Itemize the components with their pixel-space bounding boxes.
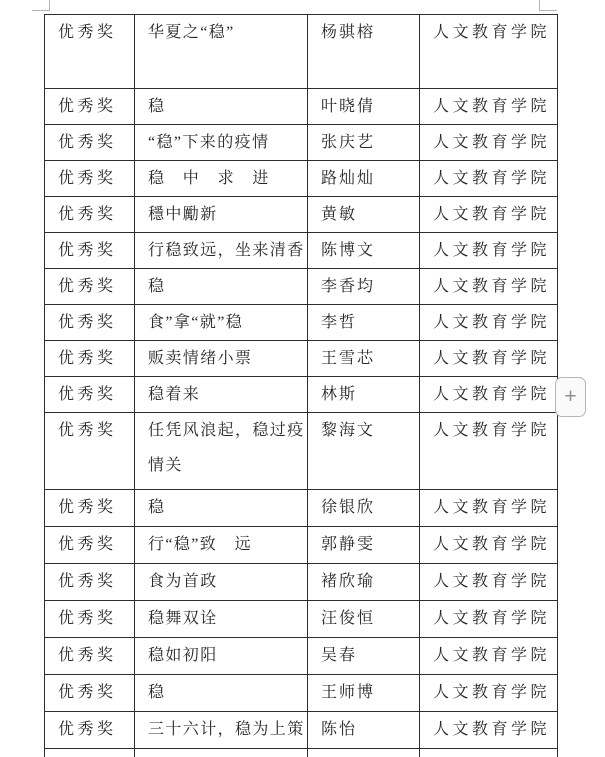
award-cell: 优秀奖 [45,601,135,638]
college-cell: 人文教育学院 [420,564,558,601]
table-row [45,269,558,305]
name-cell: 汪俊恒 [308,601,420,638]
name-cell: 吴春 [308,638,420,675]
award-cell: 优秀奖 [45,15,135,89]
name-cell: 李哲 [308,305,420,341]
award-cell: 优秀奖 [45,305,135,341]
table-row [45,233,558,269]
page-corner-mark-top-left [32,10,50,11]
college-cell: 人文教育学院 [420,89,558,125]
table-row [45,89,558,125]
table-row [45,564,558,601]
name-cell: 王师博 [308,675,420,712]
table-row [45,638,558,675]
name-cell: 路灿灿 [308,161,420,197]
college-cell: 人文教育学院 [420,305,558,341]
name-cell: 张庆艺 [308,125,420,161]
awards-table-body [45,15,558,757]
name-cell: 叶晓倩 [308,89,420,125]
award-cell: 优秀奖 [45,269,135,305]
name-cell: 林斯 [308,377,420,413]
name-cell: 褚欣瑜 [308,564,420,601]
award-cell: 优秀奖 [45,413,135,490]
award-cell: 优秀奖 [45,527,135,564]
college-cell: 人文教育学院 [420,161,558,197]
table-row [45,197,558,233]
title-cell: 稳 [135,675,308,712]
college-cell: 人文教育学院 [420,233,558,269]
table-row [45,15,558,89]
award-cell: 优秀奖 [45,377,135,413]
name-cell: 郭静雯 [308,527,420,564]
title-cell: “稳”下来的疫情 [135,125,308,161]
table-row [45,341,558,377]
name-cell: 黄敏 [308,197,420,233]
title-cell: 稳 [135,89,308,125]
college-cell: 人文教育学院 [420,490,558,527]
award-cell: 优秀奖 [45,638,135,675]
title-cell: 稳舞双诠 [135,601,308,638]
award-cell [45,749,135,757]
table-row [45,161,558,197]
name-cell: 李香均 [308,269,420,305]
title-cell: 稳如初阳 [135,638,308,675]
college-cell: 人文教育学院 [420,601,558,638]
award-cell: 优秀奖 [45,233,135,269]
award-cell: 优秀奖 [45,712,135,749]
college-cell: 人文教育学院 [420,15,558,89]
title-cell: 行“稳”致 远 [135,527,308,564]
name-cell: 杨骐榕 [308,15,420,89]
college-cell: 人文教育学院 [420,527,558,564]
college-cell: 人文教育学院 [420,341,558,377]
title-cell: 任凭风浪起，稳过疫情关 [135,413,308,490]
title-cell: 稳 [135,269,308,305]
awards-table [44,14,558,757]
page-corner-mark-top-right [539,0,540,10]
table-row [45,527,558,564]
table-row [45,125,558,161]
plus-button[interactable]: + [555,377,586,417]
table-row [45,490,558,527]
award-cell: 优秀奖 [45,125,135,161]
title-cell: 三十六计，稳为上策 [135,712,308,749]
college-cell [420,749,558,757]
title-cell: 稳 [135,490,308,527]
name-cell: 黎海文 [308,413,420,490]
name-cell: 陈怡 [308,712,420,749]
award-cell: 优秀奖 [45,675,135,712]
award-cell: 优秀奖 [45,161,135,197]
award-cell: 优秀奖 [45,89,135,125]
title-cell [135,749,308,757]
page-corner-mark-top-left [49,0,50,10]
title-cell: 穩中勵新 [135,197,308,233]
table-row [45,377,558,413]
award-cell: 优秀奖 [45,341,135,377]
title-cell: 稳 中 求 进 [135,161,308,197]
table-row [45,712,558,749]
table-row [45,413,558,490]
name-cell: 徐银欣 [308,490,420,527]
college-cell: 人文教育学院 [420,712,558,749]
college-cell: 人文教育学院 [420,675,558,712]
name-cell: 陈博文 [308,233,420,269]
table-row [45,601,558,638]
award-cell: 优秀奖 [45,564,135,601]
college-cell: 人文教育学院 [420,413,558,490]
title-cell: 稳着来 [135,377,308,413]
title-cell: 华夏之“稳” [135,15,308,89]
award-cell: 优秀奖 [45,197,135,233]
title-cell: 食为首政 [135,564,308,601]
award-cell: 优秀奖 [45,490,135,527]
college-cell: 人文教育学院 [420,377,558,413]
name-cell: 王雪芯 [308,341,420,377]
table-row [45,305,558,341]
table-row [45,675,558,712]
title-cell: 贩卖情绪小票 [135,341,308,377]
page-corner-mark-top-right [539,10,557,11]
college-cell: 人文教育学院 [420,638,558,675]
table-row [45,749,558,757]
college-cell: 人文教育学院 [420,269,558,305]
title-cell: 行稳致远，坐来清香 [135,233,308,269]
college-cell: 人文教育学院 [420,197,558,233]
name-cell [308,749,420,757]
title-cell: 食”拿“就”稳 [135,305,308,341]
college-cell: 人文教育学院 [420,125,558,161]
